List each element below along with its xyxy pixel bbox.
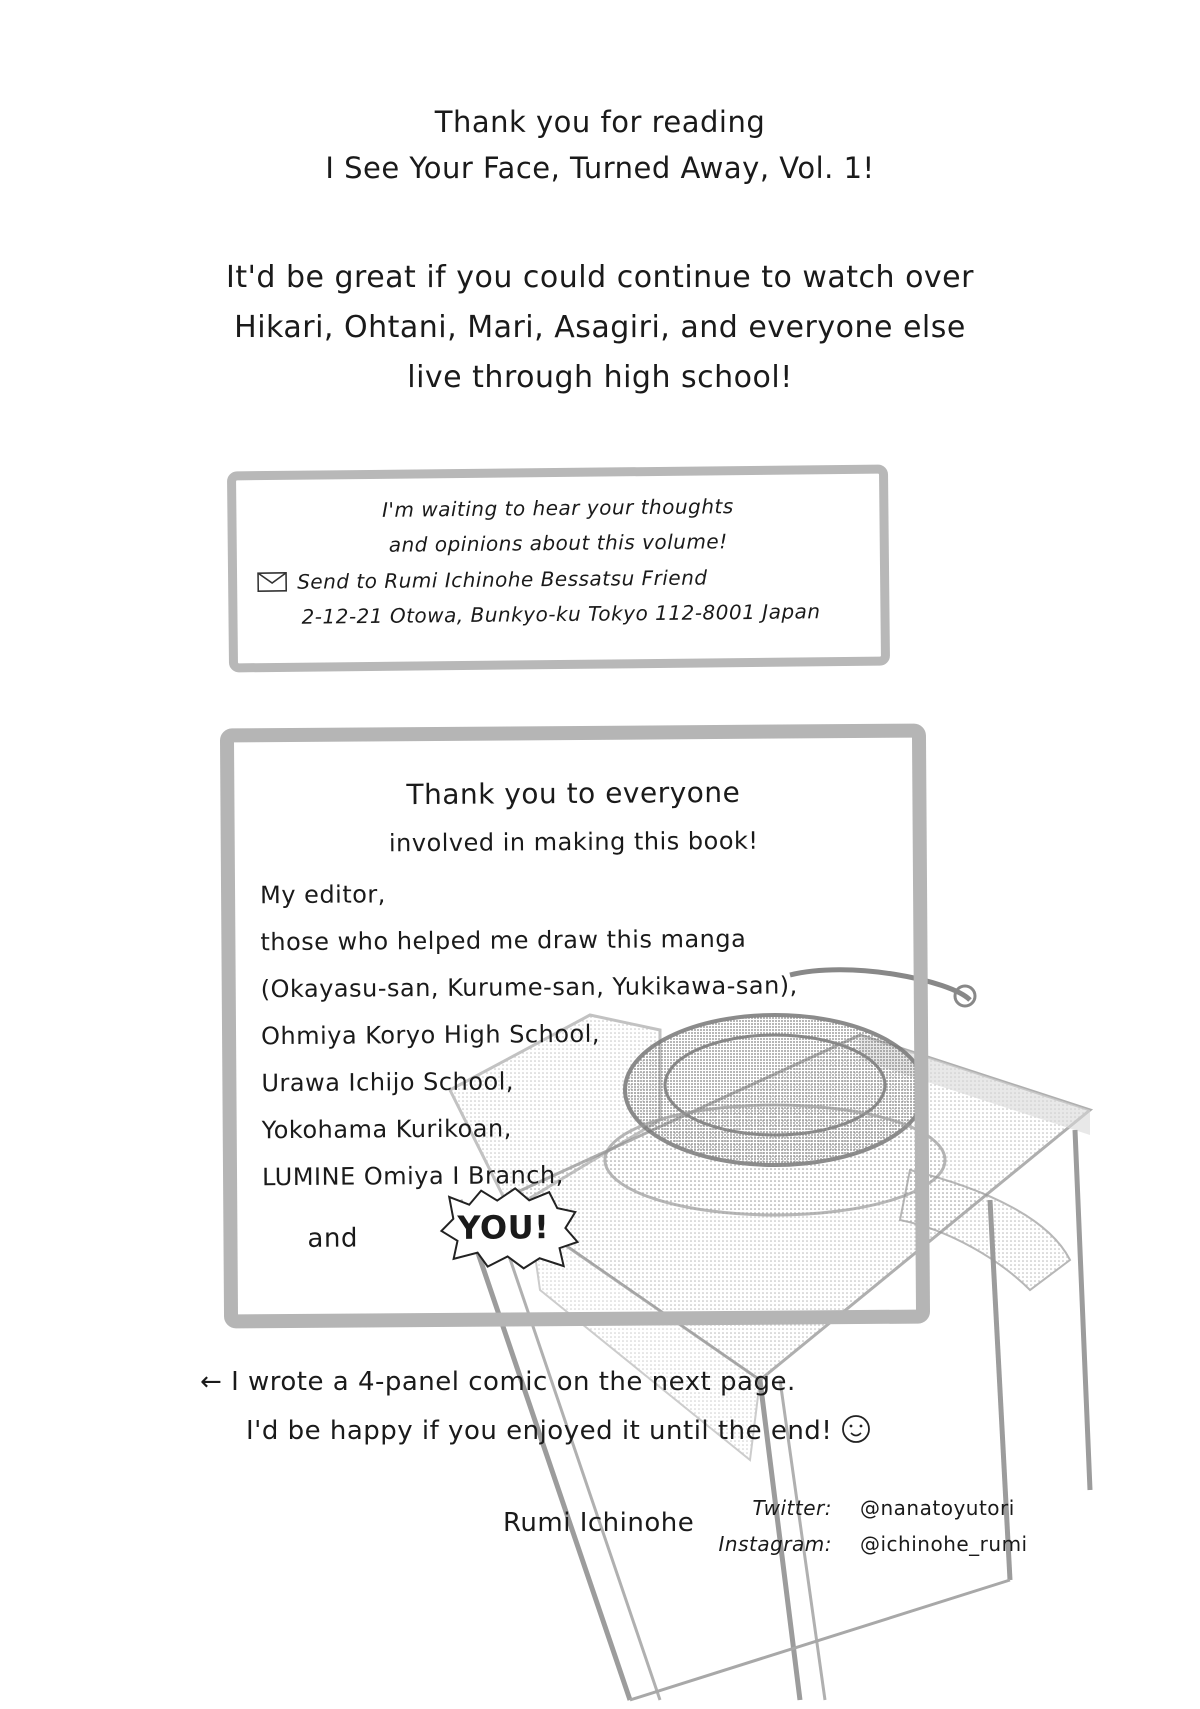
- twitter-label: Twitter:: [752, 1496, 832, 1520]
- instagram-label: Instagram:: [718, 1532, 832, 1556]
- and-you-row: [307, 1208, 550, 1254]
- intro-line-1: Thank you for reading: [434, 105, 766, 139]
- note-line-2: I'd be happy if you enjoyed it until the end!: [246, 1416, 833, 1446]
- intro-paragraph-line: live through high school!: [407, 360, 793, 395]
- list-item: Yokohama Kurikoan,: [261, 1114, 512, 1145]
- you-text: YOU!: [457, 1208, 550, 1247]
- instagram-handle: @ichinohe_rumi: [860, 1532, 1028, 1556]
- note-line-1: I wrote a 4-panel comic on the next page.: [231, 1367, 796, 1397]
- author-name: Rumi Ichinohe: [503, 1508, 695, 1538]
- intro-paragraph-line: It'd be great if you could continue to watch over: [226, 260, 974, 295]
- feedback-box: [227, 465, 890, 673]
- intro-paragraph-line: Hikari, Ohtani, Mari, Asagiri, and everyone else: [234, 310, 966, 345]
- and-text: and: [307, 1223, 359, 1254]
- send-to-line: Send to Rumi Ichinohe Bessatsu Friend: [296, 565, 708, 594]
- list-item: (Okayasu-san, Kurume-san, Yukikawa-san),: [260, 971, 798, 1004]
- thanks-list: [260, 868, 799, 1201]
- next-page-note: [200, 1358, 872, 1456]
- mailing-address: 2-12-21 Otowa, Bunkyo-ku Tokyo 112-8001 Japan: [301, 599, 821, 629]
- thanks-heading: Thank you to everyone: [406, 775, 741, 812]
- list-item: Ohmiya Koryo High School,: [260, 1019, 601, 1051]
- social-links: [712, 1490, 1028, 1562]
- book-title: I See Your Face, Turned Away, Vol. 1!: [325, 151, 875, 185]
- intro-paragraph: [0, 253, 1200, 403]
- envelope-icon: [257, 572, 287, 592]
- list-item: Urawa Ichijo School,: [261, 1067, 515, 1098]
- thanks-subheading: involved in making this book!: [388, 826, 759, 858]
- left-arrow-icon: ←: [200, 1367, 223, 1397]
- list-item: LUMINE Omiya I Branch,: [261, 1161, 564, 1192]
- list-item: those who helped me draw this manga: [260, 924, 747, 957]
- list-item: My editor,: [259, 880, 386, 910]
- feedback-line-1: I'm waiting to hear your thoughts: [381, 494, 734, 522]
- thanks-box: [220, 724, 930, 1329]
- twitter-handle: @nanatoyutori: [860, 1496, 1015, 1520]
- smiley-icon: [840, 1413, 872, 1445]
- feedback-line-2: and opinions about this volume!: [388, 529, 728, 557]
